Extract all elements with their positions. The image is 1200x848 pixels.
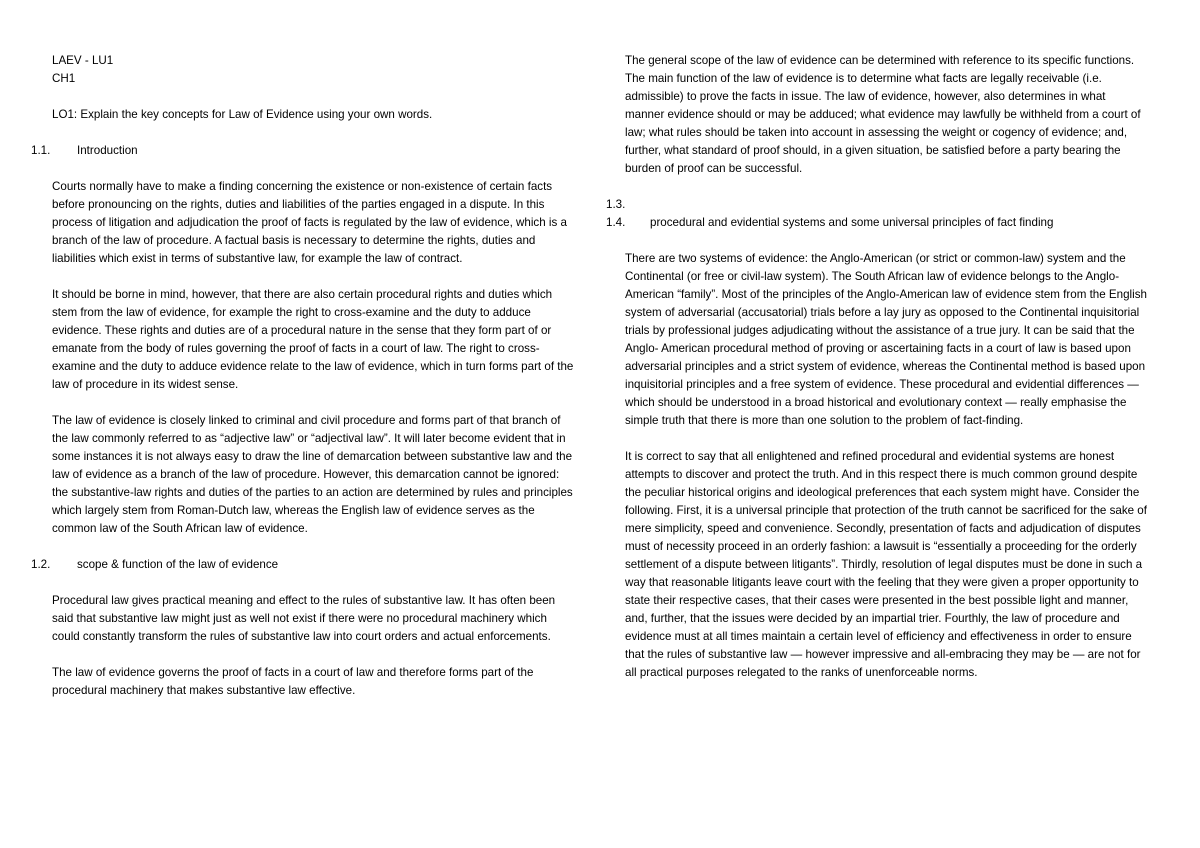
paragraph: It should be borne in mind, however, that there are also certain procedural rights and duties which stem from the law of evidence, for example the right to cross-examine and the duty to adduce evidence. These rights and duties are of a procedural nature in the sense that they form part of or emanate from the body of rules governing the proof of facts in a court of law. The right to cross-examine and the duty to adduce evidence relate to the law of evidence, which in turn forms part of the law of procedure in its widest sense. [52, 288, 574, 391]
left-column [31, 52, 574, 700]
section-heading-1-4 [606, 214, 1147, 232]
section-heading-1-3 [606, 196, 1147, 214]
section-title: scope & function of the law of evidence [77, 558, 279, 571]
chapter-label: CH1 [52, 72, 76, 85]
paragraph: There are two systems of evidence: the Anglo-American (or strict or common-law) system and the Continental (or free or civil-law system). The South African law of evidence belongs to the Anglo-American “family”. Most of the principles of the Anglo-American law of evidence stem from the English system of adversarial (accusatorial) trials before a lay jury as opposed to the Continental inquisitorial trials by professional judges adjudicating without the assistance of a true jury. It can be said that the Anglo- American procedural method of proving or ascertaining facts in a court of law is based upon adversarial principles and a strict system of evidence, whereas the Continental method is based upon inquisitorial principles and a free system of evidence. These procedural and evidential differences — which should be understood in a broad historical and evolutionary context — really emphasise the simple truth that there is more than one solution to the problem of fact-finding. [625, 252, 1147, 427]
section-title: Introduction [77, 144, 138, 157]
section-number: 1.4. [606, 216, 626, 229]
section-heading-1-1 [31, 142, 574, 160]
paragraph: It is correct to say that all enlightened and refined procedural and evidential systems are honest attempts to discover and protect the truth. And in this respect there is much common ground despite the peculiar historical origins and ideological preferences that each system might have. Consider the following. First, it is a universal principle that protection of the truth cannot be sacrificed for the sake of mere simplicity, speed and convenience. Secondly, presentation of facts and adjudication of disputes must of necessity proceed in an orderly fashion: a lawsuit is “essentially a proceeding for the orderly settlement of a dispute between litigants”. Thirdly, resolution of legal disputes must be done in such a way that reasonable litigants leave court with the feeling that they were given a proper opportunity to state their respective cases, that their cases were presented in the best possible light and manner, and, further, that the issues were decided by an impartial trier. Fourthly, the law of procedure and evidence must at all times maintain a certain level of efficiency and effectiveness in order to ensure that the rules of substantive law — however impressive and all-embracing they may be — are not for all practical purposes relegated to the ranks of unenforceable norms. [625, 450, 1147, 679]
paragraph: Procedural law gives practical meaning and effect to the rules of substantive law. It has often been said that substantive law might just as well not exist if there were no procedural machinery which could constantly transform the rules of substantive law into court orders and actual enforcements. [52, 594, 556, 643]
right-column [606, 52, 1147, 682]
course-code: LAEV - LU1 [52, 54, 114, 67]
section-heading-1-2 [31, 556, 574, 574]
paragraph: Courts normally have to make a finding concerning the existence or non-existence of certain facts before pronouncing on the rights, duties and liabilities of the parties engaged in a dispute. In this process of litigation and adjudication the proof of facts is regulated by the law of evidence, which is a branch of the law of procedure. A factual basis is necessary to determine the rights, duties and liabilities which exist in terms of substantive law, for example the law of contract. [52, 180, 567, 265]
section-number: 1.3. [606, 198, 626, 211]
section-number: 1.2. [31, 558, 51, 571]
paragraph: The general scope of the law of evidence can be determined with reference to its specific functions. The main function of the law of evidence is to determine what facts are legally receivable (i.e. admissible) to prove the facts in issue. The law of evidence, however, also determines in what manner evidence should or may be adduced; what evidence may lawfully be withheld from a court of law; what rules should be taken into account in assessing the weight or cogency of evidence; and, further, what standard of proof should, in a given situation, be satisfied before a party bearing the burden of proof can be successful. [625, 54, 1141, 175]
paragraph: The law of evidence governs the proof of facts in a court of law and therefore forms part of the procedural machinery that makes substantive law effective. [52, 666, 534, 697]
paragraph: The law of evidence is closely linked to criminal and civil procedure and forms part of that branch of the law commonly referred to as “adjective law” or “adjectival law”. It will later become evident that in some instances it is not always easy to draw the line of demarcation between substantive law and the law of evidence as a branch of the law of procedure. However, this demarcation cannot be ignored: the substantive-law rights and duties of the parties to an action are determined by rules and principles which largely stem from Roman-Dutch law, whereas the English law of evidence serves as the common law of the South African law of evidence. [52, 414, 573, 535]
section-number: 1.1. [31, 144, 51, 157]
section-title: procedural and evidential systems and some universal principles of fact finding [650, 216, 1054, 229]
learning-objective: LO1: Explain the key concepts for Law of Evidence using your own words. [52, 108, 433, 121]
